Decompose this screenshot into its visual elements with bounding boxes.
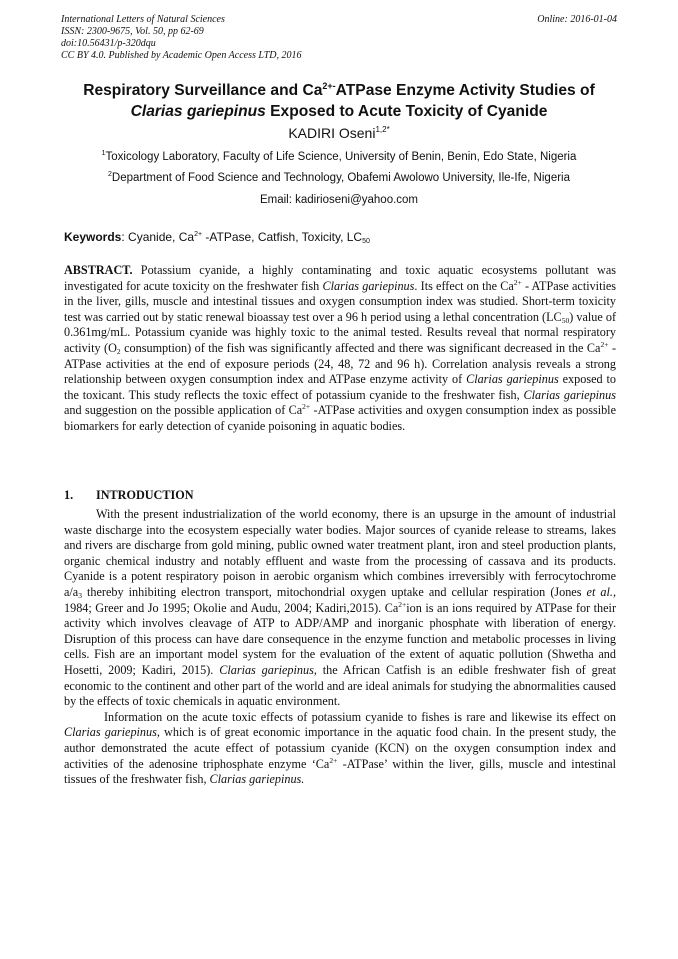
intro-paragraph-2: [64, 710, 616, 788]
affiliation-2: [30, 171, 648, 185]
affiliation-1-text: Toxicology Laboratory, Faculty of Life Science, University of Benin, Benin, Edo State, Nigeria: [105, 151, 577, 163]
intro-italic: et al.,: [586, 584, 616, 599]
intro-text: With the present industrialization of the world economy, there is an upsurge in the amount of industrial waste discharge into the ecosystem especially water bodies. Major sources of cyanide release to streams, lakes and rivers are discharge from gold mining, public owned water treatment plant, iron and steel production plants, organic chemical industry and notably effluent and waste from the processing of cassava and its products. Cyanide is a potent respiratory poison in aerobic organism which combines irreversibly with ferrocytochrome a/a: [64, 507, 616, 599]
abstract-text: ) value of 0.361mg/mL. Potassium cyanide was highly toxic to the animal tested. Results reveal that normal respiratory activity (O: [64, 309, 616, 355]
affiliation-1-sup: 1: [101, 150, 106, 157]
abstract-text: . Its effect on the Ca: [414, 278, 514, 293]
keywords-sub: 50: [362, 238, 370, 245]
abstract-sup: 2+: [600, 339, 609, 349]
author-line: [40, 124, 638, 142]
section-number: 1.: [64, 488, 74, 502]
keywords-sup: 2+: [194, 231, 203, 238]
intro-text: , the African Catfish is an edible freshwater fish of great economic to the continent and other part of the world and are ideal animals for studying the abnormalities caused by the effects of toxic chemicals in aquatic environment.: [64, 662, 616, 709]
journal-header: [61, 14, 617, 62]
abstract-species: Clarias gariepinus: [322, 278, 415, 293]
intro-paragraph-1: [64, 507, 616, 710]
intro-text: ion is an ions required by ATPase for their activity which involves cleavage of ATP to ADP/AMP and inorganic phosphate with liberation of energy. Disruption of this process can have dare consequence in the enzyme function and metabolic processes in living cells. Fish are an important model system for the evaluation of the extent of aquatic pollution (Shwetha and Hosetti, 2009; Kadiri, 2015).: [64, 600, 616, 677]
title-sup: 2+-: [322, 81, 336, 91]
keywords-text-1: : Cyanide, Ca: [121, 230, 195, 244]
intro-text: -ATPase’ within the liver, gills, muscle and intestinal tissues of the freshwater fish,: [64, 756, 616, 787]
abstract-sup: 2+: [513, 277, 522, 287]
intro-species: Clarias gariepinus.: [209, 772, 305, 787]
intro-sup: 2+: [398, 599, 407, 609]
section-heading-introduction: [64, 488, 194, 503]
journal-name: International Letters of Natural Sciences: [61, 14, 225, 25]
abstract-text: - ATPase activities at the end of exposure periods (24, 48, 72 and 96 h). Correlation analysis reveals a strong relationship between oxygen consumption index and ATPase enzyme activity of: [64, 340, 616, 387]
abstract: [64, 263, 616, 435]
doi-line: doi:10.56431/p-320dqu: [61, 38, 156, 49]
affiliation-2-text: Department of Food Science and Technology, Obafemi Awolowo University, Ile-Ife, Nigeria: [111, 172, 570, 184]
author-email: Email: kadirioseni@yahoo.com: [259, 194, 419, 206]
intro-text: Information on the acute toxic effects of potassium cyanide to fishes is rare and likewise its effect on: [104, 709, 616, 724]
intro-text: 1984; Greer and Jo 1995; Okolie and Audu, 2004; Kadiri,2015). Ca: [64, 600, 399, 615]
intro-text: thereby inhibiting electron transport, mitochondrial oxygen uptake and cellular respiration (Jones: [81, 584, 587, 599]
intro-species: Clarias gariepinus: [219, 662, 314, 677]
abstract-label: ABSTRACT.: [64, 263, 133, 277]
keywords-label: Keywords: [64, 230, 122, 244]
title-species: Clarias gariepinus: [130, 103, 266, 120]
intro-sup: 2+: [329, 755, 338, 765]
title-part3: Exposed to Acute Toxicity of Cyanide: [265, 103, 548, 120]
author-sup: 1,2*: [375, 125, 390, 134]
abstract-text: -ATPase activities and oxygen consumption index as possible biomarkers for early detection of cyanide poisoning in aquatic bodies.: [64, 403, 616, 433]
title-part1: Respiratory Surveillance and Ca: [83, 82, 323, 99]
license-line: CC BY 4.0. Published by Academic Open Access LTD, 2016: [61, 50, 302, 61]
abstract-text: - ATPase activities in the liver, gills, muscle and intestinal tissues and oxygen consumption index was studied. Short-term toxicity test was carried out by static renewal bioassay test over a 96 h period using a lethal concentration (LC: [64, 278, 616, 324]
introduction-body: [64, 507, 616, 788]
section-title: INTRODUCTION: [96, 488, 194, 502]
issn-line: ISSN: 2300-9675, Vol. 50, pp 62-69: [61, 26, 204, 37]
abstract-text: consumption) of the fish was significantly affected and there was significant decreased in the Ca: [120, 340, 601, 355]
abstract-sup: 2+: [302, 402, 311, 412]
email-line: [30, 193, 648, 207]
abstract-sub: 2: [116, 346, 121, 356]
online-date: Online: 2016-01-04: [537, 14, 617, 25]
abstract-text: and suggestion on the possible application of Ca: [64, 403, 303, 418]
keywords: [64, 230, 618, 245]
intro-sub: 3: [78, 590, 82, 600]
keywords-text-2: -ATPase, Catfish, Toxicity, LC: [202, 230, 363, 244]
affiliation-2-sup: 2: [107, 171, 112, 178]
intro-text: which is of great economic importance in the aquatic food chain. In the present study, the author demonstrated the acute effect of potassium cyanide (KCN) on the oxygen consumption index and activities of the adenosine triphosphate enzyme ‘Ca: [64, 725, 616, 771]
abstract-text: Potassium cyanide, a highly contaminating and toxic aquatic ecosystems pollutant was investigated for acute toxicity on the freshwater fish: [64, 263, 616, 293]
abstract-text: exposed to the toxicant. This study reflects the toxic effect of potassium cyanide to the freshwater fish,: [64, 372, 616, 402]
abstract-species: Clarias gariepinus: [523, 387, 616, 402]
abstract-sub: 50: [561, 315, 570, 325]
intro-species: Clarias gariepinus,: [64, 725, 160, 740]
abstract-species: Clarias gariepinus: [466, 372, 559, 387]
paper-title: [40, 80, 638, 122]
affiliation-1: [30, 150, 648, 164]
title-part2: ATPase Enzyme Activity Studies of: [335, 82, 595, 99]
author-name: KADIRI Oseni: [288, 125, 376, 141]
